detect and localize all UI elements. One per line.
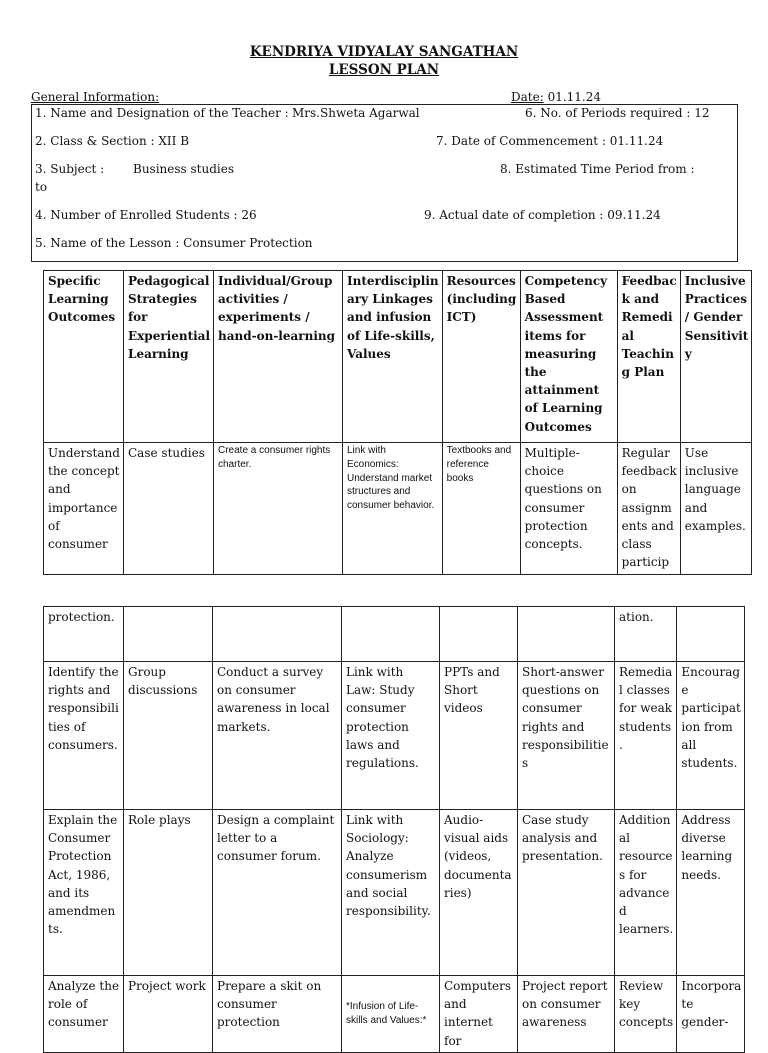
table-row <box>44 443 752 575</box>
students-field: 4. Number of Enrolled Students : 26 <box>35 208 257 222</box>
table-cell: Conduct a survey on consumer awareness in local markets. <box>213 662 342 810</box>
header-interdisciplinary: Interdisciplin ary Linkages and infusion of Life-skills, Values <box>343 271 443 443</box>
table-row <box>44 607 745 662</box>
header-pedagogical-strategies: Pedagogical Strategies for Experiential Learning <box>124 271 214 443</box>
date-label: Date: <box>511 90 544 104</box>
table-cell: Understand the concept and importance of consumer <box>44 443 124 575</box>
periods-field: 6. No. of Periods required : 12 <box>525 106 710 120</box>
header-feedback: Feedbac k and Remedi al Teachin g Plan <box>617 271 680 443</box>
table-cell: Multiple-choice questions on consumer protection concepts. <box>520 443 617 575</box>
table-cell: Explain the Consumer Protection Act, 1986, and its amendmen ts. <box>44 810 124 976</box>
header-assessment: Competency Based Assessment items for measuring the attainment of Learning Outcomes <box>520 271 617 443</box>
table-cell: Link with Sociology: Analyze consumerism and social responsibility. <box>342 810 440 976</box>
table-cell: Computers and internet for <box>440 976 518 1053</box>
table-cell: *Infusion of Life-skills and Values:* <box>342 976 440 1053</box>
table-cell: Design a complaint letter to a consumer forum. <box>213 810 342 976</box>
lesson-name-field: 5. Name of the Lesson : Consumer Protection <box>35 236 313 250</box>
table-row <box>44 810 745 976</box>
general-info-label: General Information: <box>31 90 160 104</box>
date-field <box>511 90 601 105</box>
table-cell: Group discussions <box>124 662 213 810</box>
table-header-row <box>44 271 752 443</box>
table-cell: Identify the rights and responsibili ties of consumers. <box>44 662 124 810</box>
header-learning-outcomes: Specific Learning Outcomes <box>44 271 124 443</box>
table-cell: Address diverse learning needs. <box>677 810 745 976</box>
table-cell: Create a consumer rights charter. <box>214 443 343 575</box>
table-cell: Case studies <box>124 443 214 575</box>
teacher-value: Mrs.Shweta Agarwal <box>292 106 420 120</box>
org-title: KENDRIYA VIDYALAY SANGATHAN <box>249 44 519 60</box>
table-cell: Prepare a skit on consumer protection <box>213 976 342 1053</box>
table-cell: Short-answer questions on consumer rights and responsibilitie s <box>518 662 615 810</box>
table-cell: Review key concepts <box>615 976 677 1053</box>
lesson-plan-table-page1 <box>43 270 752 575</box>
teacher-label: 1. Name and Designation of the Teacher : <box>35 106 289 120</box>
table-cell: Link with Economics: Understand market structures and consumer behavior. <box>343 443 443 575</box>
header-resources: Resources (including ICT) <box>442 271 520 443</box>
table-cell <box>440 607 518 662</box>
table-cell: Role plays <box>124 810 213 976</box>
table-cell: Regular feedback on assignm ents and class particip <box>617 443 680 575</box>
subject-label: 3. Subject : <box>35 162 105 176</box>
table-row <box>44 662 745 810</box>
date-value: 01.11.24 <box>543 90 602 104</box>
table-cell: Project report on consumer awareness <box>518 976 615 1053</box>
commencement-field: 7. Date of Commencement : 01.11.24 <box>436 134 664 148</box>
completion-field: 9. Actual date of completion : 09.11.24 <box>424 208 661 222</box>
table-cell: Encourag e participat ion from all students. <box>677 662 745 810</box>
subject-value: Business studies <box>133 162 234 176</box>
table-cell: Textbooks and reference books <box>442 443 520 575</box>
table-cell <box>677 607 745 662</box>
class-section-field: 2. Class & Section : XII B <box>35 134 190 148</box>
table-cell <box>518 607 615 662</box>
table-cell: PPTs and Short videos <box>440 662 518 810</box>
table-cell: Remedia l classes for weak students . <box>615 662 677 810</box>
table-cell <box>124 607 213 662</box>
table-cell: Audio-visual aids (videos, documenta ries) <box>440 810 518 976</box>
table-cell: Analyze the role of consumer <box>44 976 124 1053</box>
table-cell: Addition al resource s for advance d learners. <box>615 810 677 976</box>
estimated-to: to <box>35 180 48 194</box>
lesson-plan-table-page2 <box>43 606 745 1053</box>
header-activities: Individual/Group activities / experiments / hand-on-learning <box>214 271 343 443</box>
header-inclusive: Inclusive Practices / Gender Sensitivit y <box>680 271 752 443</box>
table-cell: Link with Law: Study consumer protection laws and regulations. <box>342 662 440 810</box>
table-cell: Case study analysis and presentation. <box>518 810 615 976</box>
table-cell <box>213 607 342 662</box>
table-cell: protection. <box>44 607 124 662</box>
table-cell: ation. <box>615 607 677 662</box>
doc-title: LESSON PLAN <box>328 62 440 78</box>
table-cell: Use inclusive language and examples. <box>680 443 752 575</box>
table-cell: Project work <box>124 976 213 1053</box>
table-cell <box>342 607 440 662</box>
table-row <box>44 976 745 1053</box>
estimated-period-field: 8. Estimated Time Period from : <box>500 162 695 176</box>
table-cell: Incorpora te gender- <box>677 976 745 1053</box>
